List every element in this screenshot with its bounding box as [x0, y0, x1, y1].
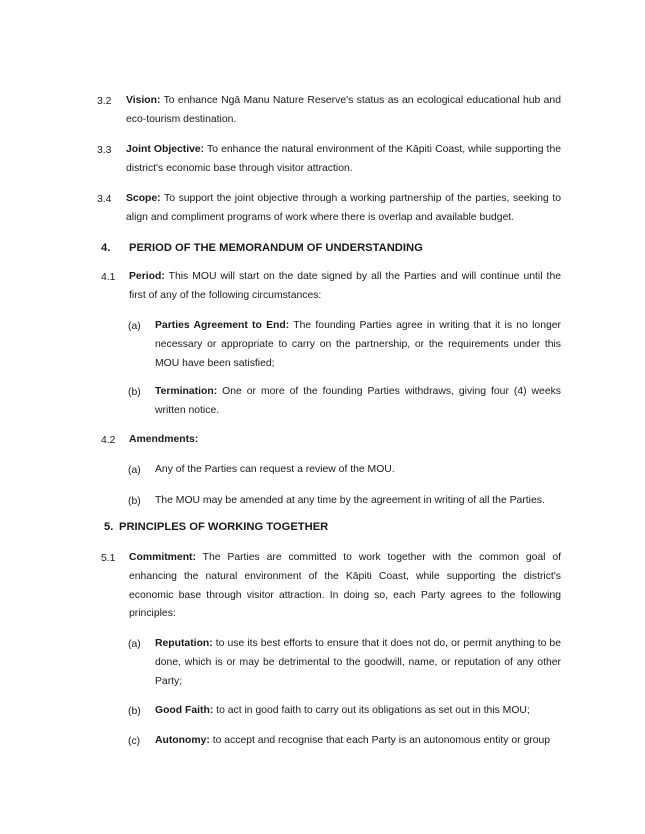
clause-text: To support the joint objective through a working partnership of the parties, seeking to align and compliment programs of work where there is overlap and available budget.: [126, 193, 561, 223]
clause-number: 3.3: [97, 145, 112, 156]
clause-text: To enhance Ngā Manu Nature Reserve's status as an ecological educational hub and eco-tourism destination.: [126, 95, 561, 125]
clause-termination: [155, 383, 561, 421]
clause-parties-agreement: [155, 317, 561, 373]
clause-label: Vision:: [126, 95, 161, 106]
clause-joint-objective: [126, 141, 561, 179]
clause-text: This MOU will start on the date signed by all the Parties and will continue until the first of any of the following circumstances:: [129, 271, 561, 301]
clause-label: Parties Agreement to End:: [155, 320, 290, 331]
clause-number: 3.4: [97, 194, 112, 205]
clause-text: To enhance the natural environment of the Kāpiti Coast, while supporting the district's economic base through visitor attraction.: [126, 144, 562, 174]
clause-label: Good Faith:: [155, 705, 214, 716]
clause-text: The MOU may be amended at any time by the agreement in writing of all the Parties.: [155, 495, 545, 506]
clause-label: Scope:: [126, 193, 161, 204]
sub-clause-letter: (a): [128, 639, 141, 650]
clause-text: to use its best efforts to ensure that it does not do, or permit anything to be done, which is or may be detrimental to the goodwill, name, or reputation of any other Party;: [155, 638, 561, 687]
clause-period: [129, 268, 561, 306]
clause-text: Any of the Parties can request a review of the MOU.: [155, 464, 395, 475]
section-number: 4.: [101, 242, 111, 254]
sub-clause-letter: (a): [128, 465, 141, 476]
clause-label: Amendments:: [129, 434, 199, 445]
clause-label: Termination:: [155, 386, 218, 397]
clause-label: Reputation:: [155, 638, 213, 649]
clause-scope: [126, 190, 561, 228]
clause-amendments: [129, 431, 561, 450]
clause-label: Period:: [129, 271, 165, 282]
sub-clause-letter: (c): [128, 736, 141, 747]
section-number: 5.: [104, 521, 114, 533]
clause-number: 5.1: [101, 553, 116, 564]
clause-text: to act in good faith to carry out its obligations as set out in this MOU;: [213, 705, 530, 716]
clause-text: One or more of the founding Parties withdraws, giving four (4) weeks written notice.: [155, 386, 561, 416]
clause-label: Autonomy:: [155, 735, 210, 746]
section-heading: PRINCIPLES OF WORKING TOGETHER: [119, 521, 329, 533]
sub-clause-letter: (b): [128, 706, 141, 717]
sub-clause-letter: (a): [128, 321, 141, 332]
clause-autonomy: [155, 732, 565, 751]
clause-commitment: [129, 549, 561, 624]
clause-text: to accept and recognise that each Party is an autonomous entity or group: [209, 735, 551, 746]
clause-label: Commitment:: [129, 552, 196, 563]
clause-label: Joint Objective:: [126, 144, 205, 155]
clause-text: The Parties are committed to work together with the common goal of enhancing the natural environment of the Kāpiti Coast, while supporting the district's economic base through visitor attraction. In doing so, each Party agrees to the following principles:: [129, 552, 561, 620]
sub-clause-letter: (b): [128, 387, 141, 398]
clause-reputation: [155, 635, 561, 691]
clause-number: 4.2: [101, 435, 116, 446]
clause-good-faith: [155, 702, 561, 721]
clause-text: The founding Parties agree in writing that it is no longer necessary or appropriate to carry on the partnership, or the requirements under this MOU have been satisfied;: [155, 320, 561, 369]
clause-number: 4.1: [101, 272, 116, 283]
section-heading: PERIOD OF THE MEMORANDUM OF UNDERSTANDING: [129, 242, 423, 254]
clause-vision: [126, 92, 561, 130]
sub-clause-letter: (b): [128, 496, 141, 507]
clause-number: 3.2: [97, 96, 112, 107]
